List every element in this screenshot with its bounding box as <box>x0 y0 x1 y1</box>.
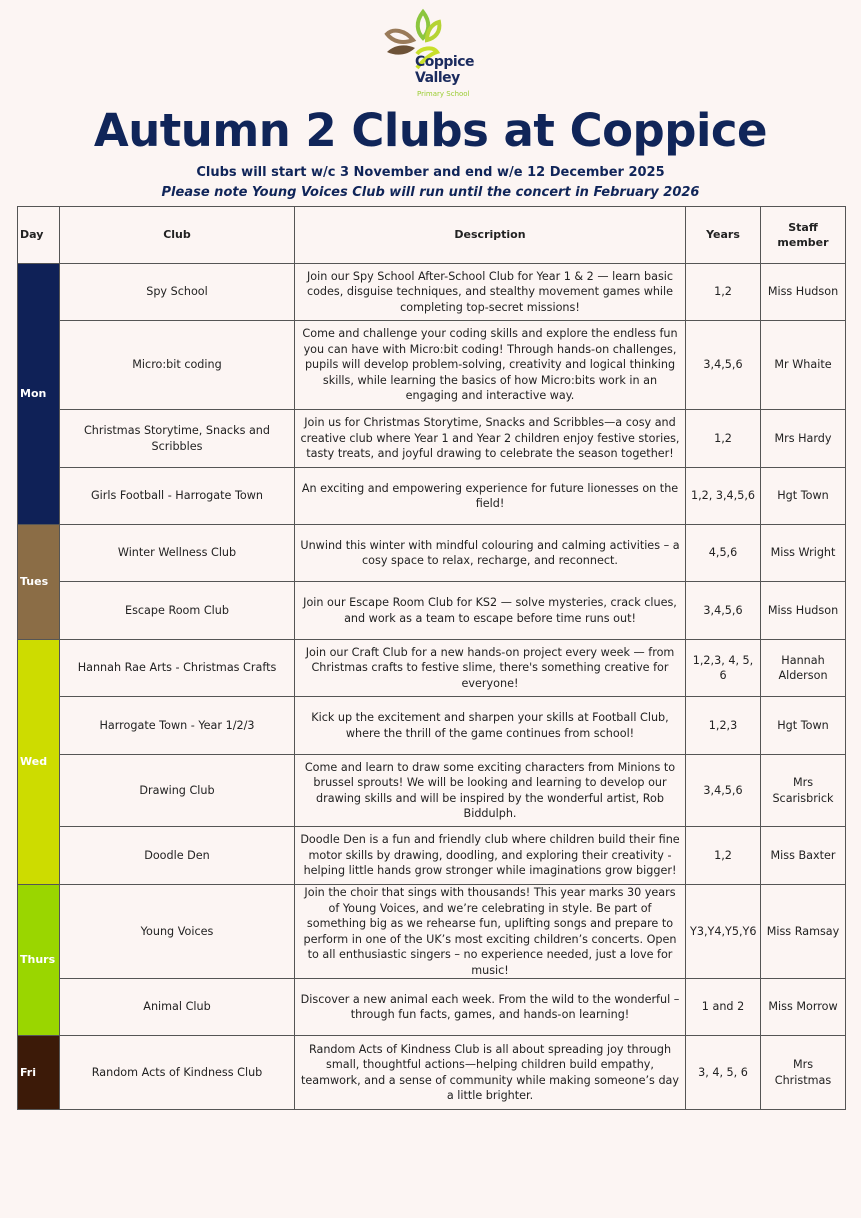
table-row <box>18 885 846 979</box>
table-row <box>18 468 846 525</box>
years-cell: 1,2,3, 4, 5, 6 <box>686 640 761 697</box>
header-club: Club <box>60 207 295 264</box>
club-cell: Hannah Rae Arts - Christmas Crafts <box>60 640 295 697</box>
staff-cell: Mrs Hardy <box>761 410 846 468</box>
description-cell: Unwind this winter with mindful colouring and calming activities – a cosy space to relax, recharge, and reconnect. <box>295 525 686 582</box>
years-cell: 1,2 <box>686 410 761 468</box>
club-cell: Winter Wellness Club <box>60 525 295 582</box>
table-row <box>18 1036 846 1110</box>
description-cell: Join us for Christmas Storytime, Snacks and Scribbles—a cosy and creative club where Year 1 and Year 2 children enjoy festive stories, tasty treats, and joyful drawing to celebrate the season together! <box>295 410 686 468</box>
club-cell: Doodle Den <box>60 827 295 885</box>
table-row <box>18 321 846 410</box>
staff-cell: Hannah Alderson <box>761 640 846 697</box>
table-row <box>18 755 846 827</box>
club-cell: Harrogate Town - Year 1/2/3 <box>60 697 295 755</box>
staff-cell: Miss Wright <box>761 525 846 582</box>
years-cell: 4,5,6 <box>686 525 761 582</box>
description-cell: Come and challenge your coding skills and explore the endless fun you can have with Micro:bit coding! Through hands-on challenges, pupils will develop problem-solving, creativity and logical thinking skills, while learning the basics of how Micro:bits work in an engaging and interactive way. <box>295 321 686 410</box>
years-cell: 1,2 <box>686 827 761 885</box>
day-cell: Fri <box>18 1036 60 1110</box>
club-cell: Escape Room Club <box>60 582 295 640</box>
header-staff: Staff member <box>761 207 846 264</box>
day-cell: Thurs <box>18 885 60 1036</box>
table-row <box>18 410 846 468</box>
clubs-table <box>17 206 846 1110</box>
day-cell: Tues <box>18 525 60 640</box>
staff-cell: Miss Baxter <box>761 827 846 885</box>
years-cell: 3,4,5,6 <box>686 755 761 827</box>
description-cell: Join our Escape Room Club for KS2 — solve mysteries, crack clues, and work as a team to escape before time runs out! <box>295 582 686 640</box>
years-cell: 1,2, 3,4,5,6 <box>686 468 761 525</box>
years-cell: 1 and 2 <box>686 979 761 1036</box>
years-cell: 3,4,5,6 <box>686 582 761 640</box>
staff-cell: Miss Ramsay <box>761 885 846 979</box>
years-cell: 1,2 <box>686 264 761 321</box>
description-cell: Discover a new animal each week. From the wild to the wonderful – through fun facts, games, and hands-on learning! <box>295 979 686 1036</box>
description-cell: An exciting and empowering experience for future lionesses on the field! <box>295 468 686 525</box>
table-header <box>18 207 846 264</box>
club-cell: Young Voices <box>60 885 295 979</box>
description-cell: Come and learn to draw some exciting characters from Minions to brussel sprouts! We will be looking and learning to develop our drawing skills and will be inspired by the wonderful artist, Rob Biddulph. <box>295 755 686 827</box>
years-cell: 1,2,3 <box>686 697 761 755</box>
table-row <box>18 697 846 755</box>
club-cell: Random Acts of Kindness Club <box>60 1036 295 1110</box>
table-row <box>18 525 846 582</box>
table-row <box>18 640 846 697</box>
note: Please note Young Voices Club will run until the concert in February 2026 <box>161 185 700 200</box>
day-cell: Mon <box>18 264 60 525</box>
description-cell: Join our Spy School After-School Club for Year 1 & 2 — learn basic codes, disguise techniques, and stealthy movement games while completing top-secret missions! <box>295 264 686 321</box>
staff-cell: Miss Morrow <box>761 979 846 1036</box>
years-cell: 3, 4, 5, 6 <box>686 1036 761 1110</box>
description-cell: Join our Craft Club for a new hands-on project every week — from Christmas crafts to festive slime, there's something creative for everyone! <box>295 640 686 697</box>
header-description: Description <box>295 207 686 264</box>
description-cell: Join the choir that sings with thousands! This year marks 30 years of Young Voices, and we’re celebrating in style. Be part of something big as we rehearse fun, uplifting songs and prepare to perform in one of the UK’s most exciting children’s concerts. Open to all enthusiastic singers – no experience needed, just a love for music! <box>295 885 686 979</box>
staff-cell: Mrs Christmas <box>761 1036 846 1110</box>
description-cell: Random Acts of Kindness Club is all about spreading joy through small, thoughtful actions—helping children build empathy, teamwork, and a sense of community while making someone’s day a little brighter. <box>295 1036 686 1110</box>
club-cell: Christmas Storytime, Snacks and Scribbles <box>60 410 295 468</box>
staff-cell: Mr Whaite <box>761 321 846 410</box>
table-row <box>18 827 846 885</box>
years-cell: Y3,Y4,Y5,Y6 <box>686 885 761 979</box>
description-cell: Doodle Den is a fun and friendly club where children build their fine motor skills by drawing, doodling, and exploring their creativity - helping little hands grow stronger while imaginations grow bigger! <box>295 827 686 885</box>
header-years: Years <box>686 207 761 264</box>
club-cell: Animal Club <box>60 979 295 1036</box>
staff-cell: Mrs Scarisbrick <box>761 755 846 827</box>
years-cell: 3,4,5,6 <box>686 321 761 410</box>
club-cell: Drawing Club <box>60 755 295 827</box>
staff-cell: Miss Hudson <box>761 264 846 321</box>
description-cell: Kick up the excitement and sharpen your skills at Football Club, where the thrill of the game continues from school! <box>295 697 686 755</box>
page-title: Autumn 2 Clubs at Coppice <box>93 104 768 157</box>
day-cell: Wed <box>18 640 60 885</box>
table-row <box>18 264 846 321</box>
staff-cell: Hgt Town <box>761 468 846 525</box>
table-row <box>18 582 846 640</box>
club-cell: Girls Football - Harrogate Town <box>60 468 295 525</box>
header-day: Day <box>18 207 60 264</box>
table-row <box>18 979 846 1036</box>
logo-text: Coppice Valley <box>415 54 475 86</box>
subtitle: Clubs will start w/c 3 November and end w/e 12 December 2025 <box>196 165 665 180</box>
club-cell: Micro:bit coding <box>60 321 295 410</box>
logo-subtext: Primary School <box>417 90 470 98</box>
staff-cell: Miss Hudson <box>761 582 846 640</box>
staff-cell: Hgt Town <box>761 697 846 755</box>
club-cell: Spy School <box>60 264 295 321</box>
